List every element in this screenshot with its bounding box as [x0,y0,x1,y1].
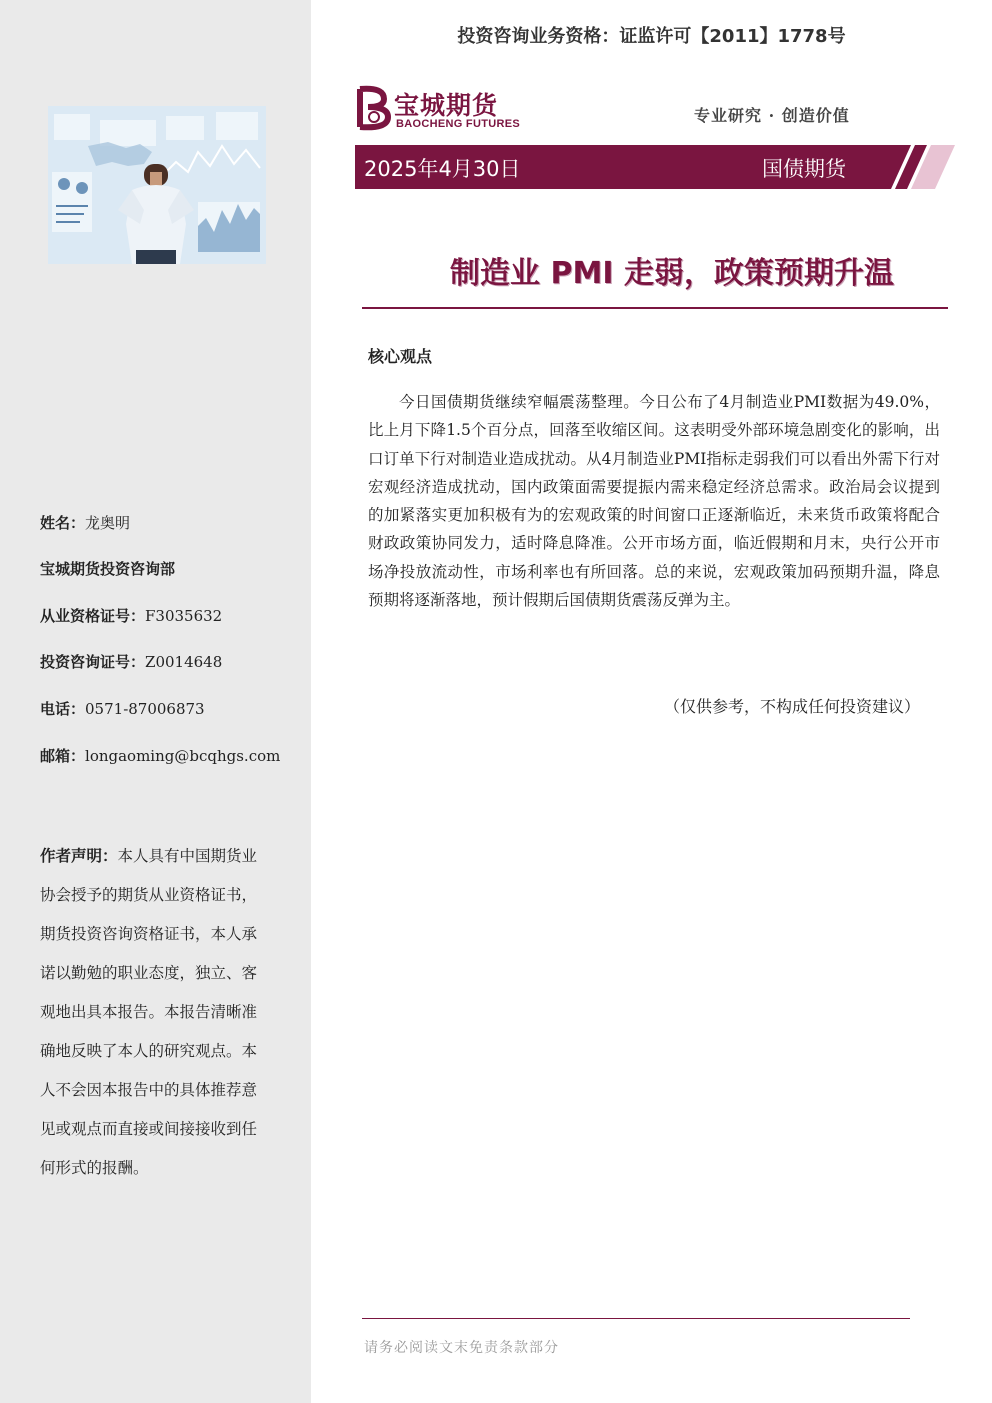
author-consult-label: 投资咨询证号： [40,653,146,671]
footer-divider [362,1318,910,1319]
author-department: 宝城期货投资咨询部 [40,560,176,578]
report-title: 制造业 PMI 走弱，政策预期升温 [450,256,894,291]
author-phone-row [40,698,205,719]
author-statement [40,837,272,1188]
license-line: 投资咨询业务资格：证监许可【2011】1778号 [457,26,846,47]
author-cert-label: 从业资格证号： [40,607,146,625]
section-heading: 核心观点 [368,347,433,366]
author-email-label: 邮箱： [40,747,86,765]
slogan: 专业研究 · 创造价值 [694,106,850,125]
author-email[interactable]: longaoming@bcqhgs.com [85,747,281,765]
footer-note: 请务必阅读文末免责条款部分 [364,1340,559,1356]
author-phone: 0571-87006873 [85,700,205,718]
author-cert: F3035632 [145,607,223,625]
report-category: 国债期货 [762,157,846,181]
title-divider [362,307,948,309]
author-consult: Z0014648 [145,653,223,671]
author-name-row [40,512,130,533]
body-paragraph: 今日国债期货继续窄幅震荡整理。今日公布了4月制造业PMI数据为49.0%，比上月下降1.5个百分点，回落至收缩区间。这表明受外部环境急剧变化的影响，出口订单下行对制造业造成扰动。从4月制造业PMI指标走弱我们可以看出外需下行对宏观经济造成扰动，国内政策面需要提振内需来稳定经济总需求。政治局会议提到的加紧落实更加积极有为的宏观政策的时间窗口正逐渐临近，未来货币政策将配合财政政策协同发力，适时降息降准。公开市场方面，临近假期和月末，央行公开市场净投放流动性，市场利率也有所回落。总的来说，宏观政策加码预期升温，降息预期将逐渐落地，预计假期后国债期货震荡反弹为主。 [368,393,940,610]
author-email-row [40,745,280,766]
author-cert-row [40,605,222,626]
author-statement-text: 本人具有中国期货业协会授予的期货从业资格证书，期货投资咨询资格证书，本人承诺以勤勉的职业态度，独立、客观地出具本报告。本报告清晰准确地反映了本人的研究观点。本人不会因本报告中的具体推荐意见或观点而直接或间接接收到任何形式的报酬。 [40,847,258,1177]
report-date: 2025年4月30日 [364,157,521,181]
author-phone-label: 电话： [40,700,86,718]
disclaimer: （仅供参考，不构成任何投资建议） [664,697,921,716]
author-consult-row [40,651,222,672]
author-statement-label: 作者声明： [40,847,118,865]
author-name-label: 姓名： [40,514,86,532]
brand-name-en: BAOCHENG FUTURES [396,118,520,130]
brand-name-cn: 宝城期货 [394,91,499,120]
hero-image [48,106,266,264]
author-department-row [40,558,175,579]
author-name: 龙奥明 [85,514,131,532]
